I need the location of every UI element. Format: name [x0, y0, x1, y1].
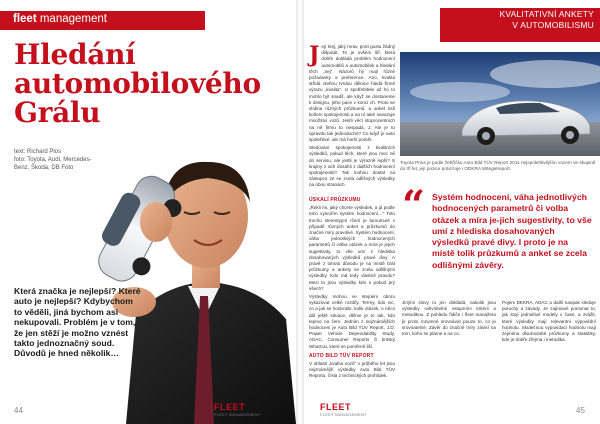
page-number-right: 45	[576, 406, 585, 415]
article-credits	[14, 148, 106, 172]
survey-paragraph-1: „Řekli mi, jaký chcete výsledek, a já podle toho vytvořím systém hodnocení…“ Toto trochu stereotypní rčení je tumutnuté v případě různých anket a průzkumů do značné míry pravdivé. Systém hodnocení, váha jednotlivých hodnocených parametrů či volba otázek a míra je jejich sugestivity, to vše umí z hlediska dosahovaných výsledků pravé divy. A pravě z tohoto důvodu je na místě brát průzkumy a ankety se zcela odlišnými výsledky. Kdo má tedy vlastně pravdu? Mezi to jsou výsledky kdo s pokud prý všech?	[309, 205, 395, 291]
title-line-2: automobilového	[14, 67, 261, 100]
lead-questions: Která značka je nejlepší? Které auto je nejlepší? Kdybychom to věděli, jiná bychom asi nekupovali. Problém je v tom, že jen stěží je možno vznést takto jednoznačný soud. Důvodů je hned několik…	[14, 286, 141, 359]
credit-photo: foto: Toyota, Audi, Mercedes-Benz, Škoda, DB Foto	[14, 157, 92, 171]
body-column-survey	[309, 194, 395, 382]
survey-paragraph-2: Výsledky mohou ve stejném oboru vykazovat velké rozdíly. Termy, kdo nic, co a jak se hodnotilo, kolik otázek, o něco dál ještě situace, dělme je to tak, kdo teprve na čem. Jedním z nejznámějších hodnocení je Auto Bild TÜV Report, J.D. Power Vehicle Dependability Study, ADAC, Consumer Reports či britský WhatCar, které se poměrně liší.	[309, 294, 395, 349]
man-hugging-car-photo	[96, 104, 296, 424]
photo-caption: Toyota Prius je podle žebříčku Auto Bild TÜV Report 2011 nejspolehlivějším vozem ve skupině do tří let, její pozice potvrzuje i ODKRA Mängelreport.	[400, 160, 596, 171]
subhead-auto-bild: AUTO BILD TÜV REPORT	[309, 352, 374, 359]
rubric	[444, 9, 594, 31]
intro-paragraph: ejí krej, jaký mrav, proti gustu žádný dišputát. To je ovšem šíř, která dobře dokládá problém hodnocení automobilů a automobilek a hledání těch „nej“. Názorů hý mají různé požadavky a preference. Ano, kvalita střídá vteřinu tvrdou dělnice hledá firmě výrazu „kvalita“. U spotřebitele až ho to mohlo být snadš, ale když se dostaneme k designu, jeho pace v konci ch. Proto se vlídina různých průzkumů, a anket tisíl košem spokojenosti a na ní také navazuje množství vozů. Jestli věcí stoprocentních na ně firmu to nespadá, J. Ale je to opravdu tak jednoduché? Co když je auto spolehlivé, ale má horší poměr.	[309, 44, 395, 143]
section-label: fleet management	[13, 13, 107, 25]
body-column-right-1	[402, 300, 496, 339]
right-body-paragraph-2: Pojem DEKRA, ADAC a další naopak sleduje poruchy a závady. Je zajímavé porovnat to, jak stojí jednotlivé modely v čase, a zvážit, které výsledky mají relevantní výpovědní hodnotu. Skutečnou vypovídací hodnotu mají zejména dlouhodobé průzkumy a statistiky, kde je dobře zřejmá i metodika.	[502, 300, 596, 343]
subhead-uskali: ÚSKALÍ PRŮZKUMU	[309, 197, 361, 203]
page-gutter	[296, 0, 304, 424]
title-line-1: Hledání	[14, 38, 136, 71]
body-column-intro	[309, 44, 395, 191]
rubric-line-1: KVALITATIVNÍ ANKETY	[499, 9, 594, 19]
right-body-paragraph-1: Jinými slovy to jen dokládá, nakolik jsou výsledky ovlivnitelné vstupními kritérii a metodikou. Z pohledu řidiče i fleet manažera je proto rozumné srovnávat pouze to, co je srovnatelné. Závěr do značné míry závisí na tom, koho se ptáme a na co.	[402, 300, 496, 337]
page-number-left: 44	[14, 406, 23, 415]
quote-mark: “	[402, 182, 426, 229]
body-column-right-2	[502, 300, 596, 345]
credit-text: text: Richard Plos	[14, 149, 62, 155]
intro-paragraph-2: Sledování spokojenosti z kvalitních výsledků, pokud těch, které jsou moc ně do servisu, ale jestli je výrazně lepší? S krajiny z ach dosáhli z dalších hodnocení spokojenosti? Tak mohou dostat na zástupce ze se zcela odlišných výsledky na obou stranách.	[309, 145, 395, 188]
auto-bild-paragraph: V oblasti „kvalita vozů“ v průběhu let jsou nejznámější výsledky Auto Bild TÜV Reportu, čísla z technických prohlídek.	[309, 361, 395, 379]
pull-quote: Systém hodnocení, váha jednotlivých hodnocených parametrů či volba otázek a míra je-jich sugestivity, to vše umí z hlediska dosahovaných výsledků pravé divy. I proto je na místě tolik průzkumů a anket se zcela odlišnými závěry.	[432, 192, 592, 270]
title-line-3: Grálu	[14, 96, 101, 129]
toyota-prius-photo	[400, 52, 600, 156]
drop-cap: J	[309, 42, 320, 68]
fleet-logo-left: FLEET FLEET MANAGEMENT	[214, 402, 261, 417]
rubric-line-2: V AUTOMOBILISMU	[512, 20, 594, 30]
fleet-logo-right: FLEET FLEET MANAGEMENT	[320, 402, 367, 417]
